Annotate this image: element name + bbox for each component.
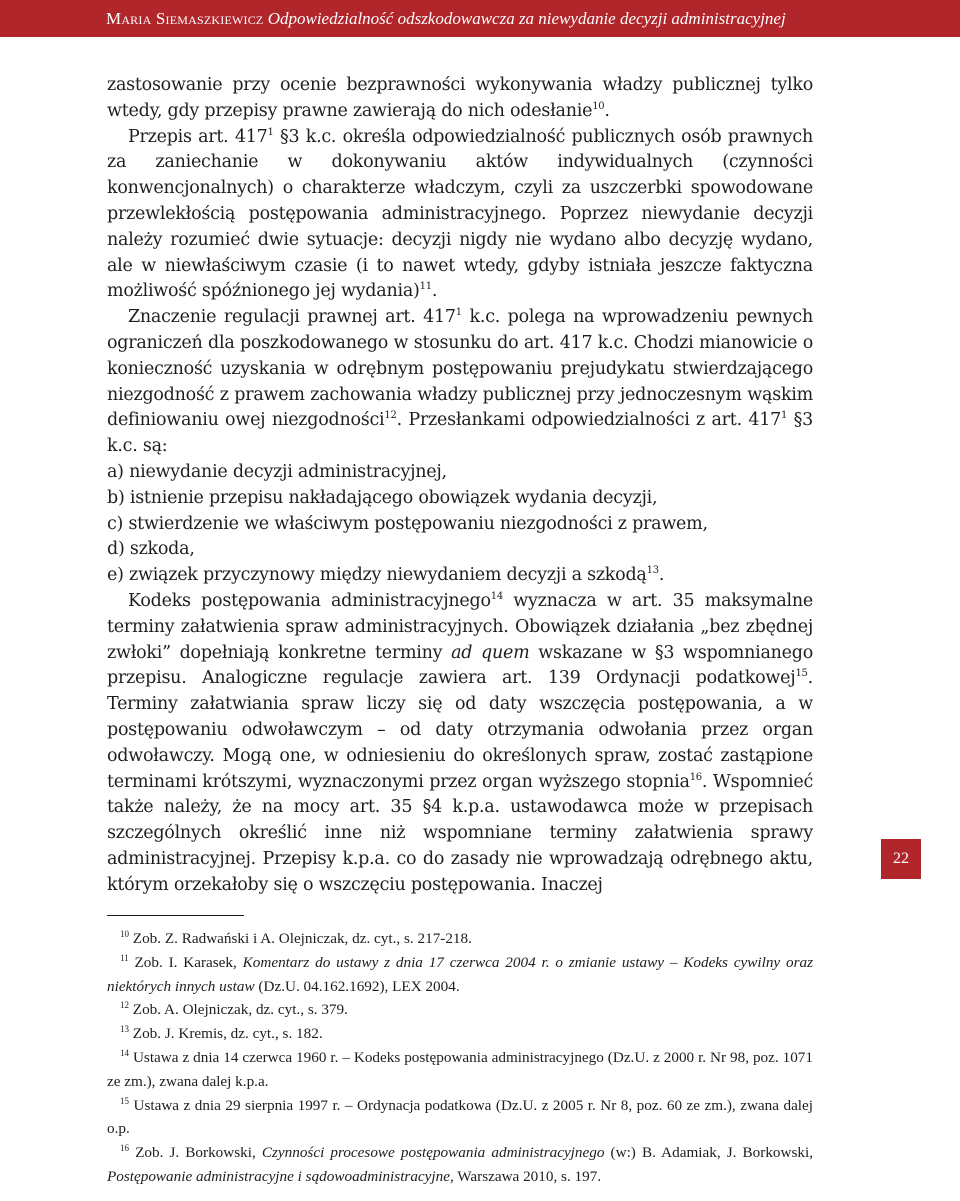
page-number-badge: 22 (881, 839, 921, 879)
paragraph-3: Znaczenie regulacji prawnej art. $417^1$ k.c. polega na wprowadzeniu pewnych ograniczeń dla poszkodowanego w stosunku do art. 417 k.c. Chodzi mianowicie o konieczność uzyskania w odrębnym postępowaniu prejudykatu stwierdzającego niezgodność z prawem zachowania władzy publicznej przy jednoczesnym wąskim definiowaniu owej niezgodności$^{12}$. Przesłankami odpowiedzialności z art. $417^1$ §3 k.c. są: (107, 307, 813, 457)
footnote-separator (107, 915, 244, 916)
list-item-a: a) niewydanie decyzji administracyjnej, (107, 461, 447, 482)
footnote-ref-15[interactable]: 15 (795, 668, 808, 680)
paragraph-4: Kodeks postępowania administracyjnego$^{14}$ wyznacza w art. 35 maksymalne terminy załatwienia spraw administracyjnych. Obowiązek działania „bez zbędnej zwłoki” dopełniają konkretne terminy ad quem wskazane w §3 wspomnianego przepisu. Analogiczne regulacje zawiera art. 139 Ordynacji podatkowej$^{15}$. Terminy załatwiania spraw liczy się od daty wszczęcia postępowania, a w postępowaniu odwoławczym – od daty otrzymania odwołania przez organ odwoławczy. Mogą one, w odniesieniu do określonych spraw, zostać zastąpione terminami krótszymi, wyznaczonymi przez organ wyższego stopnia$^{16}$. Wspomnieć także należy, że na mocy art. 35 §4 k.p.a. ustawodawca może w przepisach szczególnych określić inne niż wspomniane terminy załatwienia sprawy administracyjnej. Przepisy k.p.a. co do zasady nie wprowadzają odrębnego aktu, którym orzekałoby się o wszczęciu postępowania. Inaczej (107, 590, 814, 895)
list-item-d: d) szkoda, (107, 539, 195, 560)
footnotes (107, 927, 813, 1189)
footnote-ref-14[interactable]: 14 (490, 590, 503, 602)
footnote-15: $^{15}$ Ustawa z dnia 29 sierpnia 1997 r. – Ordynacja podatkowa (Dz.U. z 2005 r. Nr 8, poz. 60 ze zm.), zwana dalej o.p. (107, 1095, 813, 1138)
footnote-13: $^{13}$ Zob. J. Kremis, dz. cyt., s. 182. (120, 1024, 323, 1043)
footnote-ref-11[interactable]: 11 (419, 281, 432, 293)
running-header (0, 0, 960, 37)
header-title: Odpowiedzialność odszkodowawcza za niewydanie decyzji administracyjnej (267, 9, 786, 28)
footnote-10: $^{10}$ Zob. Z. Radwański i A. Olejniczak, dz. cyt., s. 217-218. (120, 929, 472, 947)
footnote-11: $^{11}$ Zob. I. Karasek, Komentarz do ustawy z dnia 17 czerwca 2004 r. o zmianie ustawy – Kodeks cywilny oraz niektórych innych ustaw (Dz.U. 04.162.1692), LEX 2004. (107, 952, 814, 995)
footnote-ref-12[interactable]: 12 (384, 410, 397, 422)
footnote-14: $^{14}$ Ustawa z dnia 14 czerwca 1960 r. – Kodeks postępowania administracyjnego (Dz.U. z 2000 r. Nr 98, poz. 1071 ze zm.), zwana dalej k.p.a. (107, 1047, 813, 1090)
footnote-ref-10[interactable]: 10 (592, 100, 605, 112)
list-item-e: e) związek przyczynowy między niewydaniem decyzji a szkodą$^{13}$. (107, 565, 665, 586)
footnote-ref-16[interactable]: 16 (689, 771, 702, 783)
header-author: Maria Siemaszkiewicz (106, 9, 264, 28)
footnote-ref-13[interactable]: 13 (646, 565, 659, 577)
list-item-c: c) stwierdzenie we właściwym postępowaniu niezgodności z prawem, (107, 513, 708, 534)
footnote-16: $^{16}$ Zob. J. Borkowski, Czynności procesowe postępowania administracyjnego (w:) B. Adamiak, J. Borkowski, Postępowanie administracyjne i sądowoadministracyjne, Warszawa 2010, s. 197. (107, 1143, 813, 1185)
list-item-b: b) istnienie przepisu nakładającego obowiązek wydania decyzji, (107, 487, 658, 508)
main-text (107, 73, 813, 899)
footnote-12: $^{12}$ Zob. A. Olejniczak, dz. cyt., s. 379. (120, 1000, 348, 1019)
paragraph-2: Przepis art. $417^1$ §3 k.c. określa odpowiedzialność publicznych osób prawnych za zaniechanie w dokonywaniu aktów indywidualnych (czynności konwencjonalnych) o charakterze władczym, czyli za uszczerbki spowodowane przewlekłością postępowania administracyjnego. Poprzez niewydanie decyzji należy rozumieć dwie sytuacje: decyzji nigdy nie wydano albo decyzję wydano, ale w niewłaściwym czasie (i to nawet wtedy, gdyby istniała jeszcze faktyczna możliwość spóźnionego jej wydania)$^{11}$. (107, 126, 814, 302)
paragraph-1: zastosowanie przy ocenie bezprawności wykonywania władzy publicznej tylko wtedy, gdy przepisy prawne zawierają do nich odesłanie$^{10}$. (107, 75, 813, 121)
